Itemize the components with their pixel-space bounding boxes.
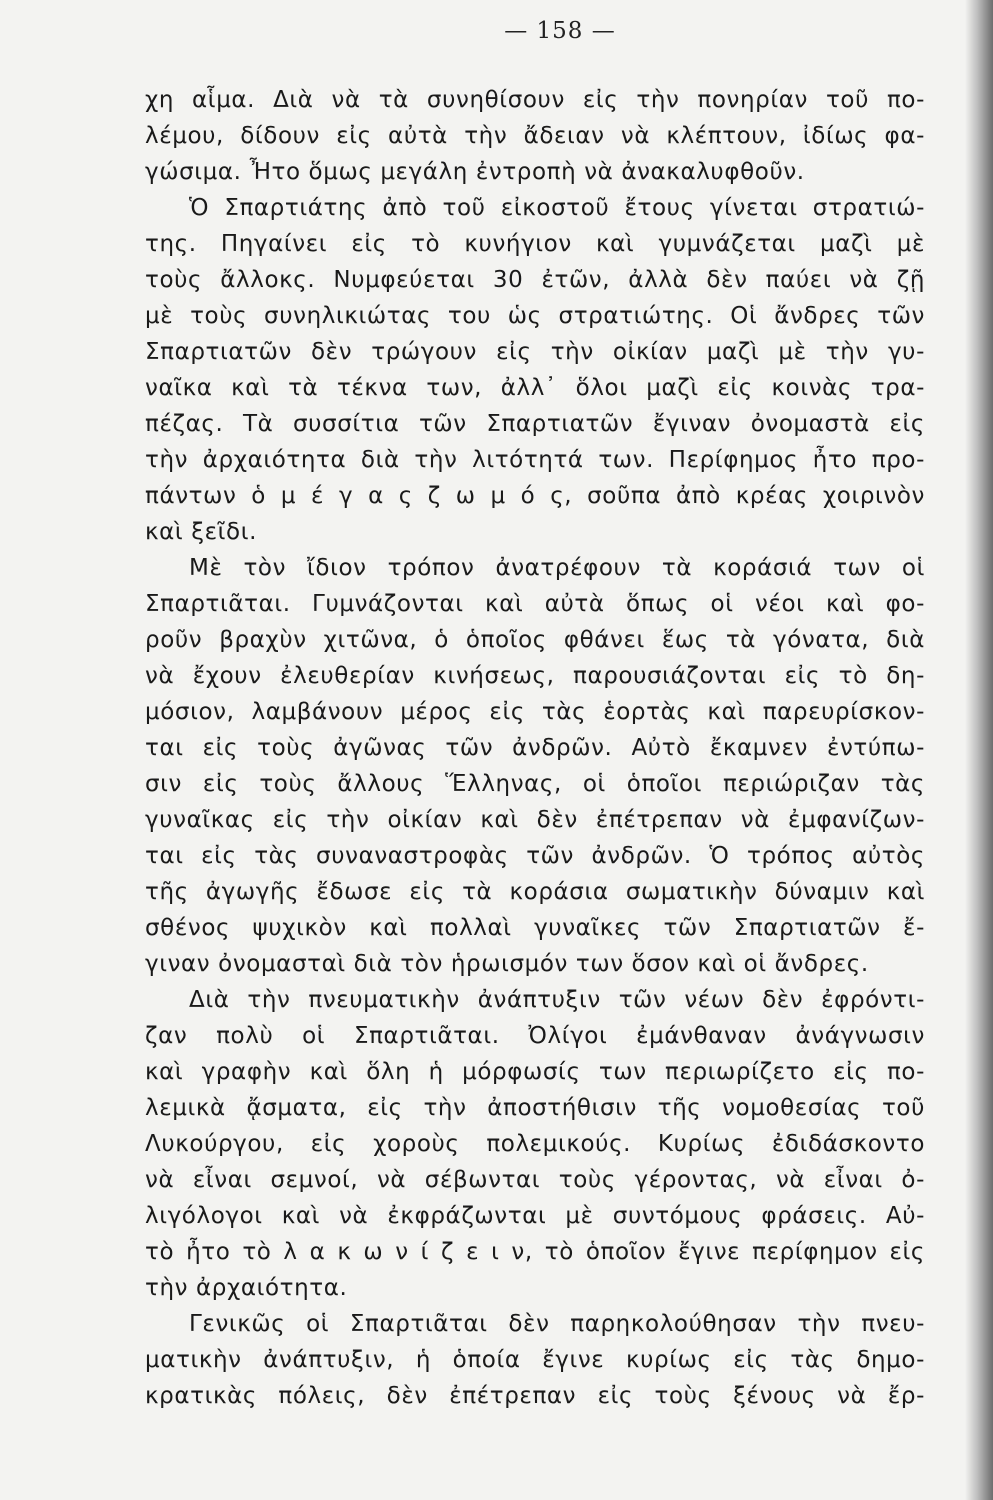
text-line: γυναῖκας εἰς τὴν οἰκίαν καὶ δὲν ἐπέτρεπαν νὰ ἐμφανίζων- [145,807,925,833]
text-line: χη αἷμα. Διὰ νὰ τὰ συνηθίσουν εἰς τὴν πονηρίαν τοῦ πο- [145,87,925,113]
text-line: σθένος ψυχικὸν καὶ πολλαὶ γυναῖκες τῶν Σπαρτιατῶν ἔ- [145,915,925,941]
text-line: καὶ γραφὴν καὶ ὅλη ἡ μόρφωσίς των περιωρίζετο εἰς πο- [145,1059,925,1085]
text-line: ροῦν βραχὺν χιτῶνα, ὁ ὁποῖος φθάνει ἕως τὰ γόνατα, διὰ [145,627,925,653]
text-line: τοὺς ἄλλοκς. Νυμφεύεται 30 ἐτῶν, ἀλλὰ δὲν παύει νὰ ζῇ [145,267,925,293]
text-line: νὰ ἔχουν ἐλευθερίαν κινήσεως, παρουσιάζονται εἰς τὸ δη- [145,663,925,689]
text-line: ματικὴν ἀνάπτυξιν, ἡ ὁποία ἔγινε κυρίως εἰς τὰς δημο- [145,1347,925,1373]
text-line: κρατικὰς πόλεις, δὲν ἐπέτρεπαν εἰς τοὺς ξένους νὰ ἔρ- [145,1383,925,1409]
text-line: Γενικῶς οἱ Σπαρτιᾶται δὲν παρηκολούθησαν τὴν πνευ- [189,1311,925,1337]
text-line: ζαν πολὺ οἱ Σπαρτιᾶται. Ὀλίγοι ἐμάνθαναν ἀνάγνωσιν [145,1023,925,1049]
page-number: — 158 — [504,18,616,44]
text-line: Σπαρτιατῶν δὲν τρώγουν εἰς τὴν οἰκίαν μαζὶ μὲ τὴν γυ- [145,339,925,365]
text-line: γώσιμα. Ἦτο ὅμως μεγάλη ἐντροπὴ νὰ ἀνακαλυφθοῦν. [145,159,805,185]
text-line: Μὲ τὸν ἴδιον τρόπον ἀνατρέφουν τὰ κοράσιά των οἱ [189,555,925,581]
text-line: Σπαρτιᾶται. Γυμνάζονται καὶ αὐτὰ ὅπως οἱ νέοι καὶ φο- [145,591,925,617]
text-line: τῆς ἀγωγῆς ἔδωσε εἰς τὰ κοράσια σωματικὴν δύναμιν καὶ [145,879,925,905]
text-line: Διὰ τὴν πνευματικὴν ἀνάπτυξιν τῶν νέων δὲν ἐφρόντι- [189,987,925,1013]
text-line: ται εἰς τὰς συναναστροφὰς τῶν ἀνδρῶν. Ὁ τρόπος αὐτὸς [145,843,925,869]
text-line: πέζας. Τὰ συσσίτια τῶν Σπαρτιατῶν ἔγιναν ὀνομαστὰ εἰς [145,411,925,437]
body-text [145,82,925,1414]
text-line: ται εἰς τοὺς ἀγῶνας τῶν ἀνδρῶν. Αὐτὸ ἔκαμνεν ἐντύπω- [145,735,925,761]
text-line: Ὁ Σπαρτιάτης ἀπὸ τοῦ εἰκοστοῦ ἔτους γίνεται στρατιώ- [189,195,925,221]
text-line: τὴν ἀρχαιότητα διὰ τὴν λιτότητά των. Περίφημος ἦτο προ- [145,447,925,473]
text-line: νὰ εἶναι σεμνοί, νὰ σέβωνται τοὺς γέροντας, νὰ εἶναι ὀ- [145,1167,925,1193]
text-line: Λυκούργου, εἰς χοροὺς πολεμικούς. Κυρίως ἐδιδάσκοντο [145,1131,925,1157]
text-line: λεμικὰ ᾄσματα, εἰς τὴν ἀποστήθισιν τῆς νομοθεσίας τοῦ [145,1095,925,1121]
text-line: γιναν ὀνομασταὶ διὰ τὸν ἡρωισμόν των ὅσον καὶ οἱ ἄνδρες. [145,951,869,977]
text-line: λιγόλογοι καὶ νὰ ἐκφράζωνται μὲ συντόμους φράσεις. Αὐ- [145,1203,925,1229]
text-line: τὸ ἦτο τὸ λ α κ ω ν ί ζ ε ι ν, τὸ ὁποῖον ἔγινε περίφημον εἰς [145,1239,925,1265]
binding-shadow [965,0,993,1500]
text-line: τὴν ἀρχαιότητα. [145,1275,348,1301]
text-line: ναῖκα καὶ τὰ τέκνα των, ἀλλ᾽ ὅλοι μαζὶ εἰς κοινὰς τρα- [145,375,925,401]
text-line: καὶ ξεῖδι. [145,519,258,545]
text-line: λέμου, δίδουν εἰς αὐτὰ τὴν ἄδειαν νὰ κλέπτουν, ἰδίως φα- [145,123,925,149]
text-line: σιν εἰς τοὺς ἄλλους Ἕλληνας, οἱ ὁποῖοι περιώριζαν τὰς [145,771,925,797]
text-line: πάντων ὁ μ έ γ α ς ζ ω μ ό ς, σοῦπα ἀπὸ κρέας χοιρινὸν [145,483,925,509]
text-line: μὲ τοὺς συνηλικιώτας του ὡς στρατιώτης. Οἱ ἄνδρες τῶν [145,303,925,329]
text-line: μόσιον, λαμβάνουν μέρος εἰς τὰς ἑορτὰς καὶ παρευρίσκον- [145,699,925,725]
text-line: της. Πηγαίνει εἰς τὸ κυνήγιον καὶ γυμνάζεται μαζὶ μὲ [145,231,925,257]
